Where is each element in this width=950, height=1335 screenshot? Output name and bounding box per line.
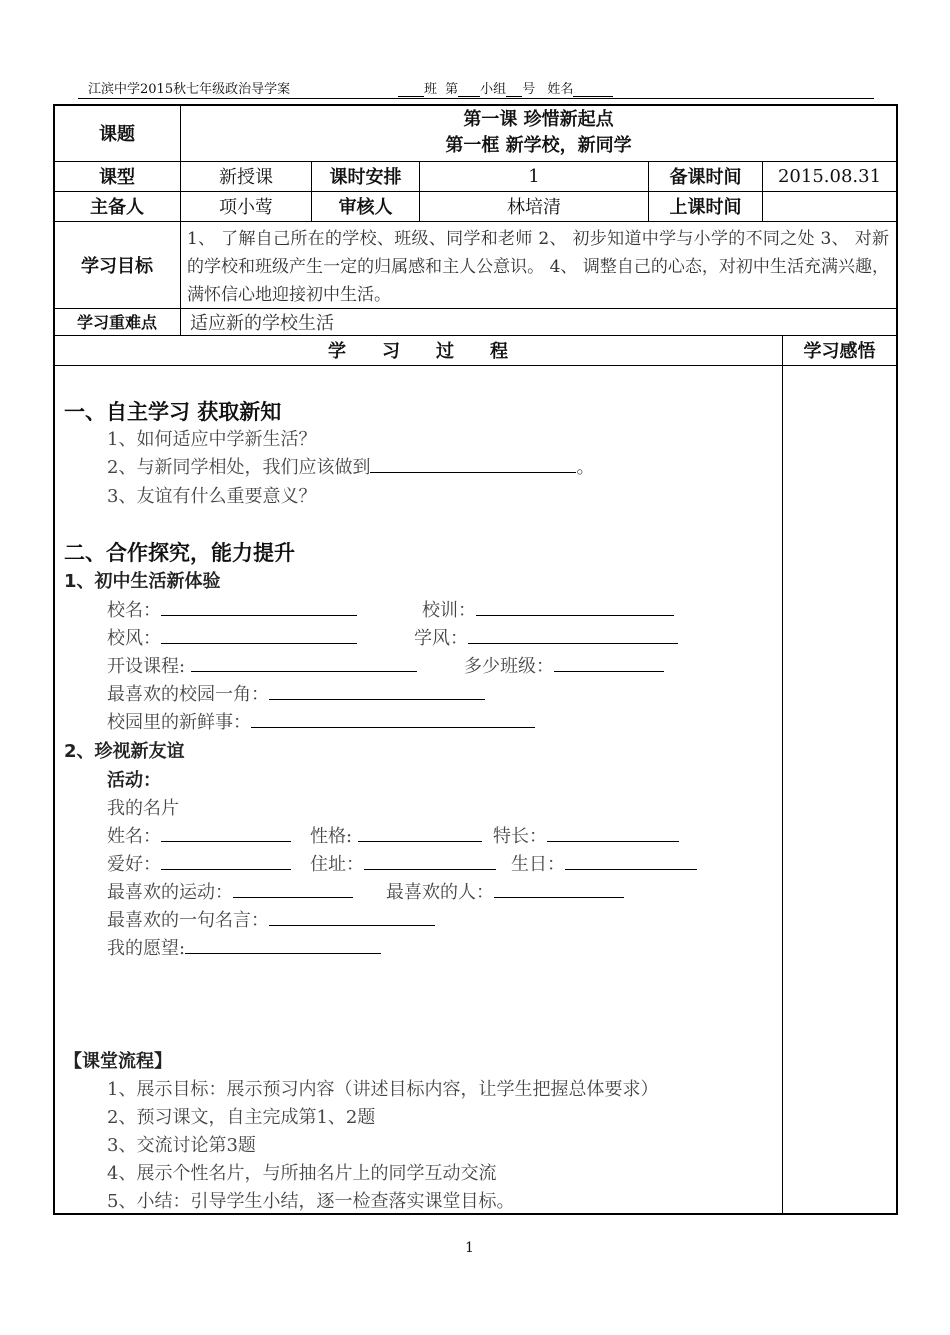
activity-label: 活动： [107,770,161,791]
fav-sport-blank[interactable] [233,879,353,898]
card-name-row [107,822,291,848]
address-label: 住址： [310,854,364,875]
page-number: 1 [465,1240,474,1256]
reviewer-label: 审核人 [338,197,393,218]
favorite-spot-blank[interactable] [269,681,485,700]
part1-q2-suffix: 。 [576,457,595,478]
part1-q3: 3、友谊有什么重要意义？ [107,486,317,507]
flow-step-1: 1、展示目标：展示预习内容（讲述目标内容，让学生把握总体要求） [107,1079,659,1100]
motto-label: 校训： [422,600,476,621]
preparer-value: 项小莺 [219,197,273,218]
group-blank[interactable] [458,96,480,97]
type-value: 新授课 [219,167,273,188]
group-label: 小组 [480,82,507,97]
group-prefix: 第 [445,82,459,97]
student-info [398,78,613,97]
fav-sport-label: 最喜欢的运动： [107,882,233,903]
class-blank[interactable] [398,96,424,97]
wish-blank[interactable] [185,935,381,954]
fav-person-blank[interactable] [494,879,624,898]
school-title: 江滨中学2015秋七年级政治导学案 [88,82,291,97]
class-count-label: 多少班级： [464,656,554,677]
specialty-label: 特长： [493,826,547,847]
number-blank[interactable] [506,96,522,97]
personality-blank[interactable] [358,823,482,842]
part2-sub2: 2、珍视新友谊 [64,741,185,762]
study-style-row [414,624,678,650]
hobby-row [107,850,291,876]
section-title: 第一框 新学校，新同学 [445,134,632,156]
personality-label: 性格: [310,826,353,847]
study-style-label: 学风： [414,628,468,649]
flow-step-3: 3、交流讨论第3题 [107,1135,256,1156]
new-things-label: 校园里的新鲜事： [107,712,251,733]
class-time-value[interactable] [763,191,896,221]
hours-value: 1 [528,165,540,187]
card-name-blank[interactable] [161,823,291,842]
class-count-blank[interactable] [554,653,664,672]
focus-value: 适应新的学校生活 [190,313,334,334]
new-things-blank[interactable] [251,709,535,728]
address-row [310,850,496,876]
part2-sub1: 1、初中生活新体验 [64,571,221,592]
prep-time-label: 备课时间 [669,167,742,188]
class-count-row [464,652,664,678]
class-time-label: 上课时间 [669,197,742,218]
type-label: 课型 [99,167,135,188]
style-row [107,624,357,650]
new-things-row [107,708,535,734]
name-label: 姓名 [547,82,574,97]
card-title: 我的名片 [107,798,179,819]
flow-step-2: 2、预习课文，自主完成第1、2题 [107,1107,376,1128]
number-label: 号 [522,82,536,97]
flow-step-5: 5、小结：引导学生小结，逐一检查落实课堂目标。 [107,1191,515,1212]
card-name-label: 姓名： [107,826,161,847]
favorite-spot-label: 最喜欢的校园一角： [107,684,269,705]
goals-label: 学习目标 [81,255,153,277]
wish-row [107,934,381,960]
courses-label: 开设课程: [107,656,186,677]
class-label: 班 [424,82,438,97]
motto-blank[interactable] [476,597,674,616]
lesson-title-block [181,104,896,161]
school-name-row [107,596,357,622]
name-blank[interactable] [573,96,613,97]
school-name-label: 校名： [107,600,161,621]
hobby-blank[interactable] [161,851,291,870]
fav-quote-row [107,906,435,932]
courses-blank[interactable] [191,653,417,672]
process-label: 学 习 过 程 [328,341,508,362]
address-blank[interactable] [364,851,496,870]
part1-q1: 1、如何适应中学新生活？ [107,429,317,450]
study-style-blank[interactable] [468,625,678,644]
birthday-row [511,850,697,876]
fav-person-row [386,878,624,904]
part1-q2-prefix: 2、与新同学相处，我们应该做到 [107,457,371,478]
goals-text: 1、 了解自己所在的学校、班级、同学和老师 2、 初步知道中学与小学的不同之处 3、 对新的学校和班级产生一定的归属感和主人公意识。 4、 调整自己的心态，对初中生活充满兴趣，满怀信心地迎接初中生活。 [187,229,889,305]
focus-label: 学习重难点 [76,313,157,332]
hobby-label: 爱好： [107,854,161,875]
part1-q2-blank[interactable] [370,454,576,473]
reviewer-value: 林培清 [507,197,561,218]
reflection-label: 学习感悟 [803,341,876,362]
birthday-label: 生日： [511,854,565,875]
school-name-blank[interactable] [161,597,357,616]
flow-step-4: 4、展示个性名片，与所抽名片上的同学互动交流 [107,1163,497,1184]
part1-q2 [107,453,594,479]
personality-row [310,822,482,848]
topic-label: 课题 [99,123,135,145]
birthday-blank[interactable] [565,851,697,870]
lesson-title: 第一课 珍惜新起点 [463,108,614,130]
specialty-blank[interactable] [547,823,679,842]
fav-sport-row [107,878,353,904]
hours-label: 课时安排 [329,167,402,188]
preparer-label: 主备人 [90,197,144,218]
fav-quote-blank[interactable] [269,907,435,926]
page-header [78,78,874,99]
style-blank[interactable] [161,625,357,644]
fav-quote-label: 最喜欢的一句名言： [107,910,269,931]
part1-heading: 一、自主学习 获取新知 [64,400,282,424]
specialty-row [493,822,679,848]
prep-time-value: 2015.08.31 [777,165,882,187]
courses-row [107,652,417,678]
favorite-spot-row [107,680,485,706]
fav-person-label: 最喜欢的人： [386,882,494,903]
motto-row [422,596,674,622]
style-label: 校风： [107,628,161,649]
flow-heading: 【课堂流程】 [64,1051,172,1072]
part2-heading: 二、合作探究，能力提升 [64,541,295,565]
wish-label: 我的愿望: [107,938,186,959]
